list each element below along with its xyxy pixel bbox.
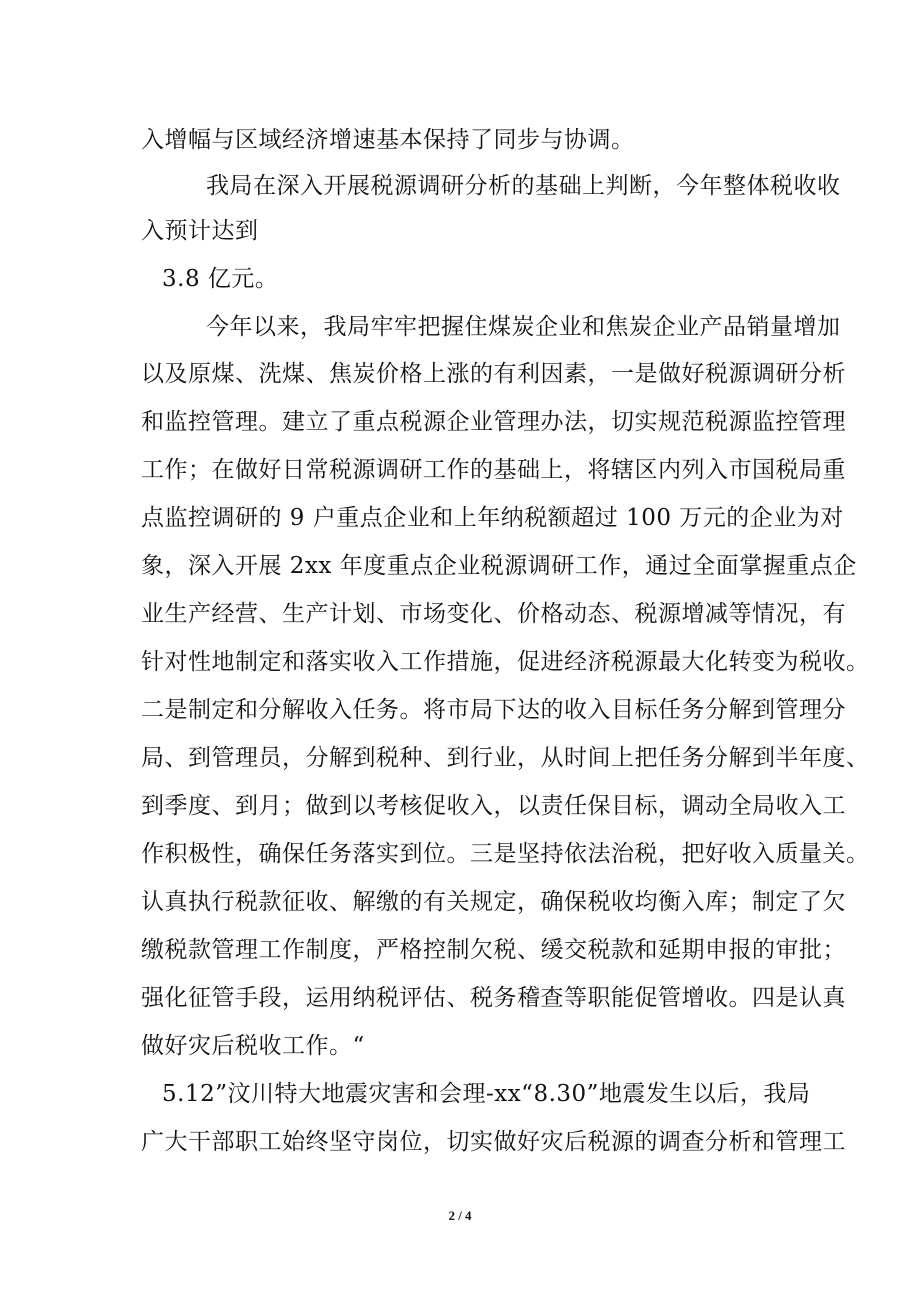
text-line-9: 点监控调研的 9 户重点企业和上年纳税额超过 100 万元的企业为对 — [141, 505, 844, 531]
page-number: 2 / 4 — [448, 1208, 472, 1223]
text-line-22: 广大干部职工始终坚守岗位，切实做好灾后税源的调查分析和管理工 — [141, 1129, 846, 1155]
text-line-3: 入预计达到 — [141, 218, 259, 244]
text-line-14: 局、到管理员，分解到税种、到行业，从时间上把任务分解到半年度、 — [141, 745, 870, 771]
text-line-13: 二是制定和分解收入任务。将市局下达的收入目标任务分解到管理分 — [141, 697, 846, 723]
text-line-1: 入增幅与区域经济增速基本保持了同步与协调。 — [141, 127, 635, 153]
text-line-10: 象，深入开展 2xx 年度重点企业税源调研工作，通过全面掌握重点企 — [141, 553, 857, 579]
text-line-6: 以及原煤、洗煤、焦炭价格上涨的有利因素，一是做好税源调研分析 — [141, 361, 846, 387]
text-line-19: 强化征管手段，运用纳税评估、税务稽查等职能促管增收。四是认真 — [141, 985, 846, 1011]
text-line-21: 5.12”汶川特大地震灾害和会理-xx“8.30”地震发生以后，我局 — [162, 1081, 811, 1107]
text-line-18: 缴税款管理工作制度，严格控制欠税、缓交税款和延期申报的审批； — [141, 937, 846, 963]
text-line-20: 做好灾后税收工作。“ — [141, 1033, 365, 1059]
text-line-11: 业生产经营、生产计划、市场变化、价格动态、税源增减等情况，有 — [141, 601, 846, 627]
text-line-17: 认真执行税款征收、解缴的有关规定，确保税收均衡入库；制定了欠 — [141, 889, 846, 915]
text-line-4: 3.8 亿元。 — [162, 266, 279, 292]
text-line-2: 我局在深入开展税源调研分析的基础上判断，今年整体税收收 — [206, 173, 841, 199]
text-line-16: 作积极性，确保任务落实到位。三是坚持依法治税，把好收入质量关。 — [141, 841, 870, 867]
text-line-7: 和监控管理。建立了重点税源企业管理办法，切实规范税源监控管理 — [141, 409, 846, 435]
text-line-5: 今年以来，我局牢牢把握住煤炭企业和焦炭企业产品销量增加 — [206, 314, 841, 340]
text-line-12: 针对性地制定和落实收入工作措施，促进经济税源最大化转变为税收。 — [141, 649, 870, 675]
text-line-15: 到季度、到月；做到以考核促收入，以责任保目标，调动全局收入工 — [141, 793, 846, 819]
text-line-8: 工作；在做好日常税源调研工作的基础上，将辖区内列入市国税局重 — [141, 457, 846, 483]
